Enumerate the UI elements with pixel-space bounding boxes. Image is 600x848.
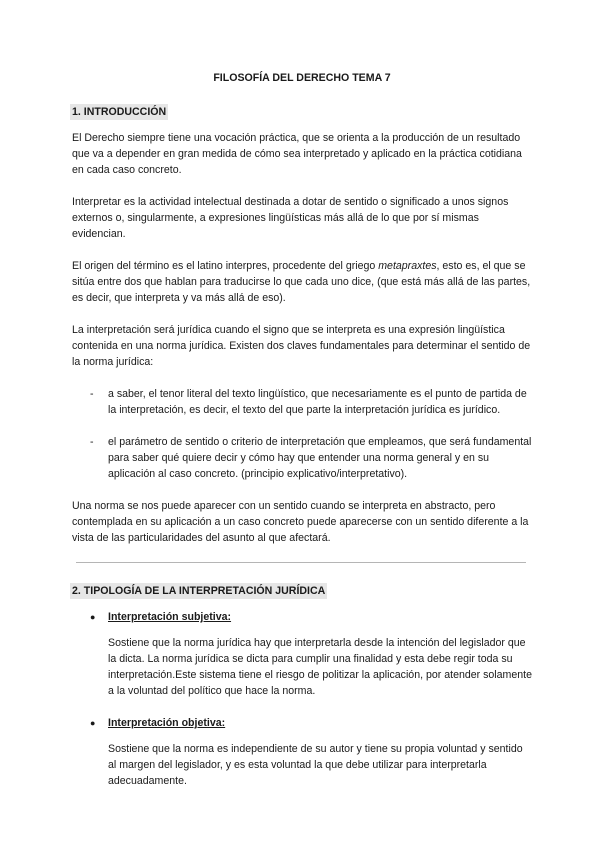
paragraph-3: [72, 258, 532, 306]
term-metapraxtes: metapraxtes: [378, 260, 437, 272]
dash-marker: -: [90, 436, 94, 448]
claves-list: [72, 386, 532, 482]
tipologia-list: [72, 609, 532, 789]
dash-marker: -: [90, 388, 94, 400]
list-item: [72, 386, 532, 418]
section-heading-tipologia: 2. TIPOLOGÍA DE LA INTERPRETACIÓN JURÍDICA: [72, 585, 326, 597]
bullet-dot-icon: ●: [90, 612, 96, 622]
bullet-dot-icon: ●: [90, 718, 96, 728]
list-item: [72, 609, 532, 699]
paragraph-4: La interpretación será jurídica cuando el signo que se interpreta es una expresión lingüística contenida en una norma jurídica. Existen dos claves fundamentales para determinar el sentido de la norma jurídica:: [72, 324, 531, 368]
paragraph-5: Una norma se nos puede aparecer con un sentido cuando se interpreta en abstracto, pero contemplada en su aplicación a un caso concreto puede aparecerse con un sentido diferente a la vista de las particularidades del asunto al que afectará.: [72, 500, 529, 544]
item-body-subjetiva: Sostiene que la norma jurídica hay que interpretarla desde la intención del legislador que la dicta. La norma jurídica se dicta para cumplir una finalidad y esta debe regir toda su interpretación.Este sistema tiene el riesgo de politizar la aplicación, por atender solamente a la voluntad del político que hace la norma.: [108, 637, 532, 697]
section-heading-introduccion: 1. INTRODUCCIÓN: [72, 106, 167, 118]
document-title: FILOSOFÍA DEL DERECHO TEMA 7: [213, 72, 391, 84]
item-title-subjetiva: Interpretación subjetiva:: [108, 611, 232, 623]
list-item-text: a saber, el tenor literal del texto lingüístico, que necesariamente es el punto de partida de la interpretación, es decir, el texto del que parte la interpretación jurídica es jurídico.: [108, 388, 527, 416]
item-title-objetiva: Interpretación objetiva:: [108, 717, 226, 729]
bullet-heading: [72, 715, 532, 731]
document-page: [72, 64, 532, 805]
list-item: [72, 715, 532, 789]
list-item-text: el parámetro de sentido o criterio de interpretación que empleamos, que será fundamental para saber qué quiere decir y cómo hay que entender una norma general y en su aplicación al caso concreto. (principio explicativo/interpretativo).: [108, 436, 532, 480]
paragraph-1: El Derecho siempre tiene una vocación práctica, que se orienta a la producción de un resultado que va a depender en gran medida de cómo sea interpretado y aplicado en la práctica cotidiana en cada caso concreto.: [72, 132, 522, 176]
item-body-objetiva: Sostiene que la norma es independiente de su autor y tiene su propia voluntad y sentido al margen del legislador, y es esta voluntad la que debe utilizar para interpretarla adecuadamente.: [108, 743, 523, 787]
bullet-heading: [72, 609, 532, 625]
list-item: [72, 434, 532, 482]
paragraph-2: Interpretar es la actividad intelectual destinada a dotar de sentido o significado a unos signos externos o, singularmente, a expresiones lingüísticas más allá de lo que por sí mismas evidencian.: [72, 196, 509, 240]
horizontal-divider: [76, 562, 526, 563]
paragraph-3-part-b: , esto es, el que se sitúa entre dos que hablan para traducirse lo que cada uno dice, (que está más allá de las partes, es decir, que interpreta y va más allá de eso).: [72, 260, 531, 304]
paragraph-3-part-a: El origen del término es el latino interpres, procedente del griego: [72, 260, 379, 272]
